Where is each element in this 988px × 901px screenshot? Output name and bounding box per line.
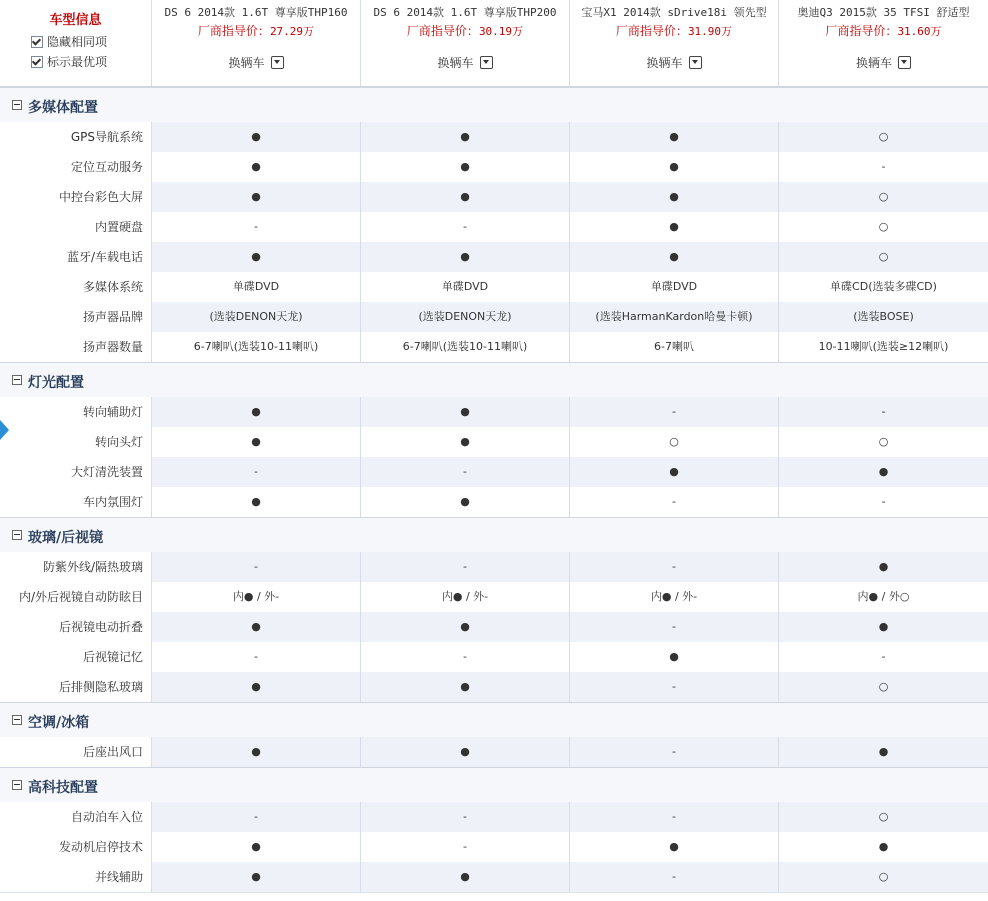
table-cell: ● [152, 152, 361, 182]
mark-best-label: 标示最优项 [47, 55, 108, 69]
table-cell: ● [361, 152, 570, 182]
section-header[interactable] [0, 767, 988, 805]
table-cell: ● [152, 427, 361, 457]
row-label: 防紫外线/隔热玻璃 [0, 552, 152, 582]
mark-best-checkbox[interactable] [31, 53, 107, 70]
row-label: 并线辅助 [0, 862, 152, 892]
table-cell: - [779, 152, 988, 182]
table-row [0, 332, 988, 363]
table-cell: - [779, 397, 988, 427]
swap-car-button[interactable] [779, 54, 988, 71]
table-cell: 单碟CD(选装多碟CD) [779, 272, 988, 302]
table-cell: ● [152, 122, 361, 152]
table-cell: ● [361, 242, 570, 272]
hide-same-label: 隐藏相同项 [47, 35, 108, 49]
table-cell: - [570, 552, 779, 582]
table-cell: - [570, 672, 779, 702]
table-cell: ● [570, 832, 779, 862]
header-left-panel [0, 0, 152, 86]
table-cell: ● [152, 242, 361, 272]
price-value: 31.60万 [897, 25, 942, 38]
table-cell: - [152, 552, 361, 582]
car-column-header [779, 0, 988, 86]
comparison-header [0, 0, 988, 87]
dropdown-arrow-icon[interactable] [271, 56, 284, 69]
section-header[interactable] [0, 517, 988, 555]
row-label: 内/外后视镜自动防眩目 [0, 582, 152, 612]
swap-car-label: 换辆车 [646, 56, 683, 70]
row-label: 后视镜记忆 [0, 642, 152, 672]
header-title: 车型信息 [49, 13, 102, 28]
collapse-toggle-icon[interactable] [12, 780, 22, 790]
table-cell: ● [361, 862, 570, 892]
table-cell: ● [779, 612, 988, 642]
row-label: GPS导航系统 [0, 122, 152, 152]
table-cell: - [361, 552, 570, 582]
table-row [0, 457, 988, 488]
table-cell: ● [152, 737, 361, 767]
table-cell: ● [152, 612, 361, 642]
collapse-toggle-icon[interactable] [12, 715, 22, 725]
table-cell: 单碟DVD [361, 272, 570, 302]
table-row [0, 152, 988, 183]
table-cell: ● [152, 862, 361, 892]
section-title: 玻璃/后视镜 [28, 530, 104, 546]
table-cell: ● [152, 182, 361, 212]
table-cell: ● [152, 397, 361, 427]
collapse-toggle-icon[interactable] [12, 375, 22, 385]
car-name[interactable]: 宝马X1 2014款 sDrive18i 领先型 [581, 6, 767, 19]
table-cell: - [152, 642, 361, 672]
table-row [0, 302, 988, 333]
row-label: 自动泊车入位 [0, 802, 152, 832]
table-cell: 单碟DVD [570, 272, 779, 302]
row-label: 多媒体系统 [0, 272, 152, 302]
table-row [0, 272, 988, 303]
table-cell: - [570, 487, 779, 517]
table-cell: ● [361, 737, 570, 767]
section-title: 灯光配置 [28, 375, 84, 391]
table-cell: - [779, 487, 988, 517]
table-cell: - [152, 212, 361, 242]
price-value: 31.90万 [687, 25, 733, 38]
table-cell: (选装DENON天龙) [152, 302, 361, 332]
table-cell: ● [779, 552, 988, 582]
table-row [0, 397, 988, 428]
section-header[interactable] [0, 87, 988, 125]
collapse-toggle-icon[interactable] [12, 100, 22, 110]
table-row [0, 182, 988, 213]
dropdown-arrow-icon[interactable] [480, 56, 493, 69]
car-price [361, 22, 569, 39]
table-cell: 内● / 外- [361, 582, 570, 612]
hide-same-checkbox[interactable] [31, 33, 107, 50]
table-cell: - [570, 612, 779, 642]
table-row [0, 552, 988, 583]
table-cell: 6-7喇叭(选装10-11喇叭) [361, 332, 570, 362]
table-row [0, 832, 988, 863]
table-row [0, 862, 988, 893]
table-cell: 单碟DVD [152, 272, 361, 302]
table-cell: ● [361, 612, 570, 642]
table-cell: 内● / 外- [152, 582, 361, 612]
table-cell: ○ [779, 182, 988, 212]
swap-car-label: 换辆车 [437, 56, 474, 70]
row-label: 转向头灯 [0, 427, 152, 457]
row-label: 扬声器品牌 [0, 302, 152, 332]
row-label: 大灯清洗装置 [0, 457, 152, 487]
dropdown-arrow-icon[interactable] [689, 56, 702, 69]
table-row [0, 672, 988, 703]
table-cell: - [570, 397, 779, 427]
table-row [0, 212, 988, 243]
table-cell: (选装BOSE) [779, 302, 988, 332]
table-cell: ● [570, 182, 779, 212]
price-prefix: 厂商指导价： [615, 24, 688, 38]
table-cell: - [361, 212, 570, 242]
price-value: 30.19万 [478, 25, 524, 38]
row-label: 车内氛围灯 [0, 487, 152, 517]
table-cell: ● [361, 122, 570, 152]
table-cell: 内● / 外- [570, 582, 779, 612]
section-title: 多媒体配置 [28, 100, 98, 116]
table-row [0, 122, 988, 153]
table-cell: - [570, 737, 779, 767]
table-cell: ● [361, 182, 570, 212]
price-prefix: 厂商指导价： [825, 24, 898, 38]
table-cell: ○ [779, 672, 988, 702]
section-header[interactable] [0, 362, 988, 400]
table-cell: ● [361, 487, 570, 517]
table-cell: (选装HarmanKardon哈曼卡顿) [570, 302, 779, 332]
table-cell: - [361, 642, 570, 672]
car-column-header [361, 0, 570, 86]
table-row [0, 612, 988, 643]
swap-car-label: 换辆车 [228, 56, 265, 70]
row-label: 发动机启停技术 [0, 832, 152, 862]
table-cell: ● [152, 672, 361, 702]
table-cell: - [152, 802, 361, 832]
swap-car-button[interactable] [361, 54, 569, 71]
collapse-toggle-icon[interactable] [12, 530, 22, 540]
swap-car-button[interactable] [152, 54, 360, 71]
table-cell: ● [570, 212, 779, 242]
car-column-header [570, 0, 779, 86]
row-label: 内置硬盘 [0, 212, 152, 242]
table-cell: 10-11喇叭(选装≥12喇叭) [779, 332, 988, 362]
section-title: 高科技配置 [28, 780, 98, 796]
table-cell: - [152, 457, 361, 487]
section-title: 空调/冰箱 [28, 715, 90, 731]
car-price [152, 22, 360, 39]
price-prefix: 厂商指导价： [197, 24, 270, 38]
table-cell: - [779, 642, 988, 672]
price-value: 27.29万 [269, 25, 315, 38]
table-cell: 内● / 外○ [779, 582, 988, 612]
table-cell: ● [570, 457, 779, 487]
car-price [779, 22, 988, 39]
table-row [0, 802, 988, 833]
row-label: 定位互动服务 [0, 152, 152, 182]
table-cell: ● [570, 122, 779, 152]
checkbox-checked-icon[interactable] [31, 36, 43, 48]
table-row [0, 582, 988, 613]
table-cell: - [361, 457, 570, 487]
swap-car-button[interactable] [570, 54, 778, 71]
dropdown-arrow-icon[interactable] [898, 56, 911, 69]
table-cell: ○ [779, 212, 988, 242]
table-cell: ● [361, 672, 570, 702]
car-name[interactable]: DS 6 2014款 1.6T 尊享版THP160 [164, 6, 348, 19]
table-cell: ● [779, 737, 988, 767]
table-cell: ○ [779, 242, 988, 272]
row-label: 转向辅助灯 [0, 397, 152, 427]
table-cell: - [361, 832, 570, 862]
table-cell: ● [570, 642, 779, 672]
table-cell: ○ [570, 427, 779, 457]
swap-car-label: 换辆车 [855, 56, 892, 70]
row-label: 后座出风口 [0, 737, 152, 767]
table-cell: ○ [779, 862, 988, 892]
car-price [570, 22, 778, 39]
expand-arrow-icon[interactable] [0, 420, 9, 440]
row-label: 后排侧隐私玻璃 [0, 672, 152, 702]
row-label: 中控台彩色大屏 [0, 182, 152, 212]
table-cell: ● [570, 242, 779, 272]
table-row [0, 487, 988, 518]
table-cell: ● [779, 457, 988, 487]
table-cell: 6-7喇叭(选装10-11喇叭) [152, 332, 361, 362]
table-cell: ○ [779, 802, 988, 832]
table-cell: ● [361, 397, 570, 427]
table-cell: - [570, 862, 779, 892]
table-row [0, 427, 988, 458]
table-row [0, 642, 988, 673]
table-cell: - [361, 802, 570, 832]
car-name[interactable]: DS 6 2014款 1.6T 尊享版THP200 [373, 6, 557, 19]
table-cell: ● [152, 487, 361, 517]
price-prefix: 厂商指导价： [406, 24, 479, 38]
table-cell: ● [779, 832, 988, 862]
table-cell: ○ [779, 122, 988, 152]
table-cell: ● [361, 427, 570, 457]
table-row [0, 242, 988, 273]
car-name[interactable]: 奥迪Q3 2015款 35 TFSI 舒适型 [797, 6, 970, 19]
table-cell: ● [570, 152, 779, 182]
row-label: 后视镜电动折叠 [0, 612, 152, 642]
table-cell: - [570, 802, 779, 832]
table-cell: 6-7喇叭 [570, 332, 779, 362]
row-label: 蓝牙/车载电话 [0, 242, 152, 272]
table-cell: ● [152, 832, 361, 862]
table-cell: ○ [779, 427, 988, 457]
table-cell: (选装DENON天龙) [361, 302, 570, 332]
table-row [0, 737, 988, 768]
checkbox-checked-icon[interactable] [31, 56, 43, 68]
row-label: 扬声器数量 [0, 332, 152, 362]
section-header[interactable] [0, 702, 988, 740]
car-column-header [152, 0, 361, 86]
